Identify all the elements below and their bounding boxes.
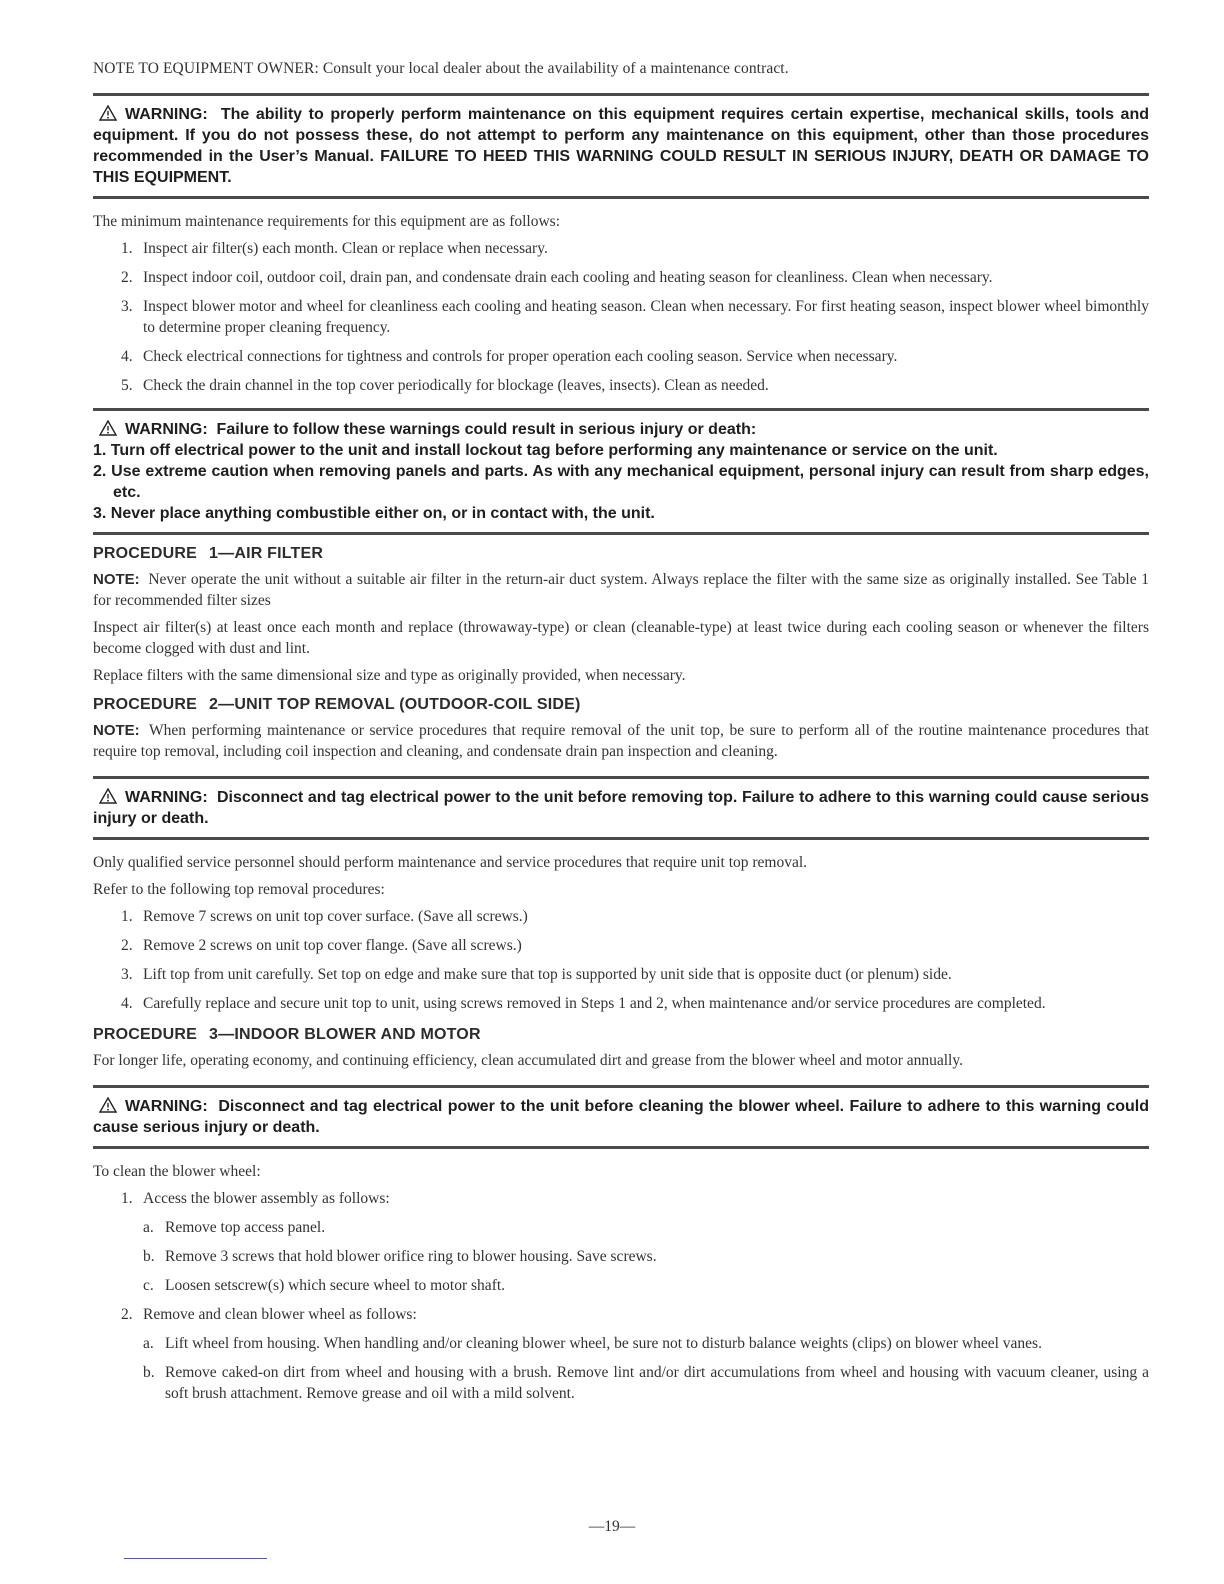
top-removal-steps bbox=[93, 906, 1149, 1014]
procedure-title: 1—AIR FILTER bbox=[209, 545, 324, 562]
item-number: 1. bbox=[121, 240, 133, 257]
warning-triangle-icon bbox=[99, 105, 117, 121]
warning-item: 1. Turn off electrical power to the unit and install lockout tag before performing any maintenance or service on the unit. bbox=[93, 442, 998, 459]
procedure-3-heading bbox=[93, 1026, 1149, 1044]
warning-text: The ability to properly perform maintenance on this equipment requires certain expertise, mechanical skills, tools and equipment. If you do not possess these, do not attempt to perform any maintenance on this equipment, other than those procedures recommended in the User’s Manual. FAILURE TO HEED THIS WARNING COULD RESULT IN SERIOUS INJURY, DEATH OR DAMAGE TO THIS EQUIPMENT. bbox=[93, 106, 1149, 186]
list-item bbox=[93, 993, 1149, 1014]
list-item bbox=[93, 1275, 1149, 1296]
maintenance-intro: The minimum maintenance requirements for this equipment are as follows: bbox=[93, 213, 561, 230]
list-item bbox=[93, 346, 1149, 367]
list-item bbox=[93, 1333, 1149, 1354]
maintenance-requirements bbox=[93, 211, 1149, 396]
item-text: Check the drain channel in the top cover periodically for blockage (leaves, insects). Clean as needed. bbox=[143, 377, 769, 394]
rule bbox=[93, 196, 1149, 199]
item-text: Lift wheel from housing. When handling and/or cleaning blower wheel, be sure not to disturb balance weights (clips) on blower wheel vanes. bbox=[165, 1335, 1042, 1352]
item-text: Remove 3 screws that hold blower orifice ring to blower housing. Save screws. bbox=[165, 1248, 657, 1265]
paragraph: Replace filters with the same dimensional size and type as originally provided, when necessary. bbox=[93, 667, 686, 684]
item-number: 1. bbox=[121, 1190, 133, 1207]
procedure-2-body bbox=[93, 852, 1149, 1014]
item-letter: b. bbox=[143, 1248, 155, 1265]
item-text: Carefully replace and secure unit top to unit, using screws removed in Steps 1 and 2, when maintenance and/or service procedures are completed. bbox=[143, 995, 1046, 1012]
item-text: Remove 7 screws on unit top cover surface. (Save all screws.) bbox=[143, 908, 528, 925]
list-item bbox=[93, 1362, 1149, 1404]
item-text: Check electrical connections for tightness and controls for proper operation each cooling season. Service when necessary. bbox=[143, 348, 898, 365]
list-item bbox=[93, 964, 1149, 985]
procedure-title: 2—UNIT TOP REMOVAL (OUTDOOR-COIL SIDE) bbox=[209, 696, 581, 713]
procedure-1-heading bbox=[93, 545, 1149, 563]
list-item bbox=[93, 906, 1149, 927]
item-text: Inspect indoor coil, outdoor coil, drain pan, and condensate drain each cooling and heating season for cleanliness. Clean when necessary. bbox=[143, 269, 993, 286]
paragraph: Refer to the following top removal procedures: bbox=[93, 881, 385, 898]
warning-box-safety bbox=[93, 411, 1149, 532]
item-text: Inspect air filter(s) each month. Clean or replace when necessary. bbox=[143, 240, 548, 257]
item-text: Remove top access panel. bbox=[165, 1219, 326, 1236]
note-label: NOTE: bbox=[93, 722, 140, 739]
warning-text: Disconnect and tag electrical power to the unit before removing top. Failure to adhere to this warning could cause serious injury or death. bbox=[93, 789, 1150, 827]
warning-box-blower bbox=[93, 1088, 1149, 1146]
blower-cleaning-steps bbox=[93, 1304, 1149, 1325]
item-text: Remove caked-on dirt from wheel and housing with a brush. Remove lint and/or dirt accumulations from wheel and housing with vacuum cleaner, using a soft brush attachment. Remove grease and oil with a mild solvent. bbox=[165, 1364, 1149, 1402]
item-number: 3. bbox=[121, 966, 133, 983]
item-number: 2. bbox=[121, 937, 133, 954]
rule bbox=[93, 532, 1149, 535]
maintenance-list bbox=[93, 238, 1149, 396]
page-number: —19— bbox=[588, 1518, 636, 1535]
procedure-label: PROCEDURE bbox=[93, 696, 198, 713]
list-item bbox=[93, 1217, 1149, 1238]
item-text: Access the blower assembly as follows: bbox=[143, 1190, 390, 1207]
warning-item: 3. Never place anything combustible either on, or in contact with, the unit. bbox=[93, 505, 655, 522]
item-text: Remove 2 screws on unit top cover flange. (Save all screws.) bbox=[143, 937, 522, 954]
rule bbox=[93, 1146, 1149, 1149]
procedure-2-note-block bbox=[93, 720, 1149, 762]
item-text: Loosen setscrew(s) which secure wheel to motor shaft. bbox=[165, 1277, 506, 1294]
list-item bbox=[93, 375, 1149, 396]
procedure-2-heading bbox=[93, 696, 1149, 714]
item-number: 2. bbox=[121, 1306, 133, 1323]
item-text: Remove and clean blower wheel as follows: bbox=[143, 1306, 417, 1323]
owner-note: NOTE TO EQUIPMENT OWNER: Consult your local dealer about the availability of a maintenance contract. bbox=[93, 60, 789, 77]
blower-access-substeps bbox=[93, 1217, 1149, 1296]
item-number: 2. bbox=[121, 269, 133, 286]
item-number: 4. bbox=[121, 995, 133, 1012]
list-item bbox=[93, 1304, 1149, 1325]
procedure-3-body bbox=[93, 1161, 1149, 1404]
rule bbox=[93, 837, 1149, 840]
warning-triangle-icon bbox=[99, 788, 117, 804]
warning-label: WARNING: bbox=[125, 1098, 208, 1115]
list-item bbox=[93, 267, 1149, 288]
paragraph: Inspect air filter(s) at least once each month and replace (throwaway-type) or clean (cleanable-type) at least twice during each cooling season or whenever the filters become clogged with dust and lint. bbox=[93, 619, 1149, 657]
item-number: 4. bbox=[121, 348, 133, 365]
note-label: NOTE: bbox=[93, 571, 140, 588]
warning-triangle-icon bbox=[99, 1097, 117, 1113]
paragraph: For longer life, operating economy, and continuing efficiency, clean accumulated dirt and grease from the blower wheel and motor annually. bbox=[93, 1052, 963, 1069]
procedure-label: PROCEDURE bbox=[93, 1026, 198, 1043]
warning-text: Failure to follow these warnings could result in serious injury or death: bbox=[216, 421, 757, 438]
list-item bbox=[93, 935, 1149, 956]
warning-item: 2. Use extreme caution when removing panels and parts. As with any mechanical equipment, personal injury can result from sharp edges, etc. bbox=[93, 463, 1149, 501]
procedure-1-body bbox=[93, 569, 1149, 686]
footer-line bbox=[124, 1558, 267, 1559]
item-number: 1. bbox=[121, 908, 133, 925]
item-letter: a. bbox=[143, 1219, 154, 1236]
procedure-title: 3—INDOOR BLOWER AND MOTOR bbox=[209, 1026, 481, 1043]
item-number: 5. bbox=[121, 377, 133, 394]
warning-label: WARNING: bbox=[125, 421, 208, 438]
blower-cleaning-steps bbox=[93, 1188, 1149, 1209]
warning-label: WARNING: bbox=[125, 789, 208, 806]
warning-label: WARNING: bbox=[125, 106, 208, 123]
warning-text: Disconnect and tag electrical power to the unit before cleaning the blower wheel. Failure to adhere to this warning could cause serious injury or death. bbox=[93, 1098, 1150, 1136]
note-text: Never operate the unit without a suitable air filter in the return-air duct system. Always replace the filter with the same size as originally installed. See Table 1 for recommended filter sizes bbox=[93, 571, 1150, 609]
item-letter: b. bbox=[143, 1364, 155, 1381]
note-text: When performing maintenance or service procedures that require removal of the unit top, be sure to perform all of the routine maintenance procedures that require top removal, including coil inspection and cleaning, and condensate drain pan inspection and cleaning. bbox=[93, 722, 1149, 760]
blower-clean-substeps bbox=[93, 1333, 1149, 1404]
procedure-label: PROCEDURE bbox=[93, 545, 198, 562]
item-text: Inspect blower motor and wheel for cleanliness each cooling and heating season. Clean when necessary. For first heating season, inspect blower wheel bimonthly to determine proper cleaning frequency. bbox=[143, 298, 1149, 336]
paragraph: Only qualified service personnel should perform maintenance and service procedures that require unit top removal. bbox=[93, 854, 808, 871]
paragraph: To clean the blower wheel: bbox=[93, 1163, 261, 1180]
item-text: Lift top from unit carefully. Set top on edge and make sure that top is supported by unit side that is opposite duct (or plenum) side. bbox=[143, 966, 952, 983]
item-letter: c. bbox=[143, 1277, 154, 1294]
procedure-2-note bbox=[93, 720, 1149, 762]
list-item bbox=[93, 238, 1149, 259]
warning-box-expertise bbox=[93, 96, 1149, 196]
procedure-3-intro bbox=[93, 1050, 1149, 1071]
list-item bbox=[93, 1188, 1149, 1209]
list-item bbox=[93, 1246, 1149, 1267]
manual-page bbox=[93, 58, 1149, 1416]
item-number: 3. bbox=[121, 298, 133, 315]
procedure-1-note bbox=[93, 569, 1149, 611]
item-letter: a. bbox=[143, 1335, 154, 1352]
warning-box-top-removal bbox=[93, 779, 1149, 837]
warning-triangle-icon bbox=[99, 420, 117, 436]
list-item bbox=[93, 296, 1149, 338]
